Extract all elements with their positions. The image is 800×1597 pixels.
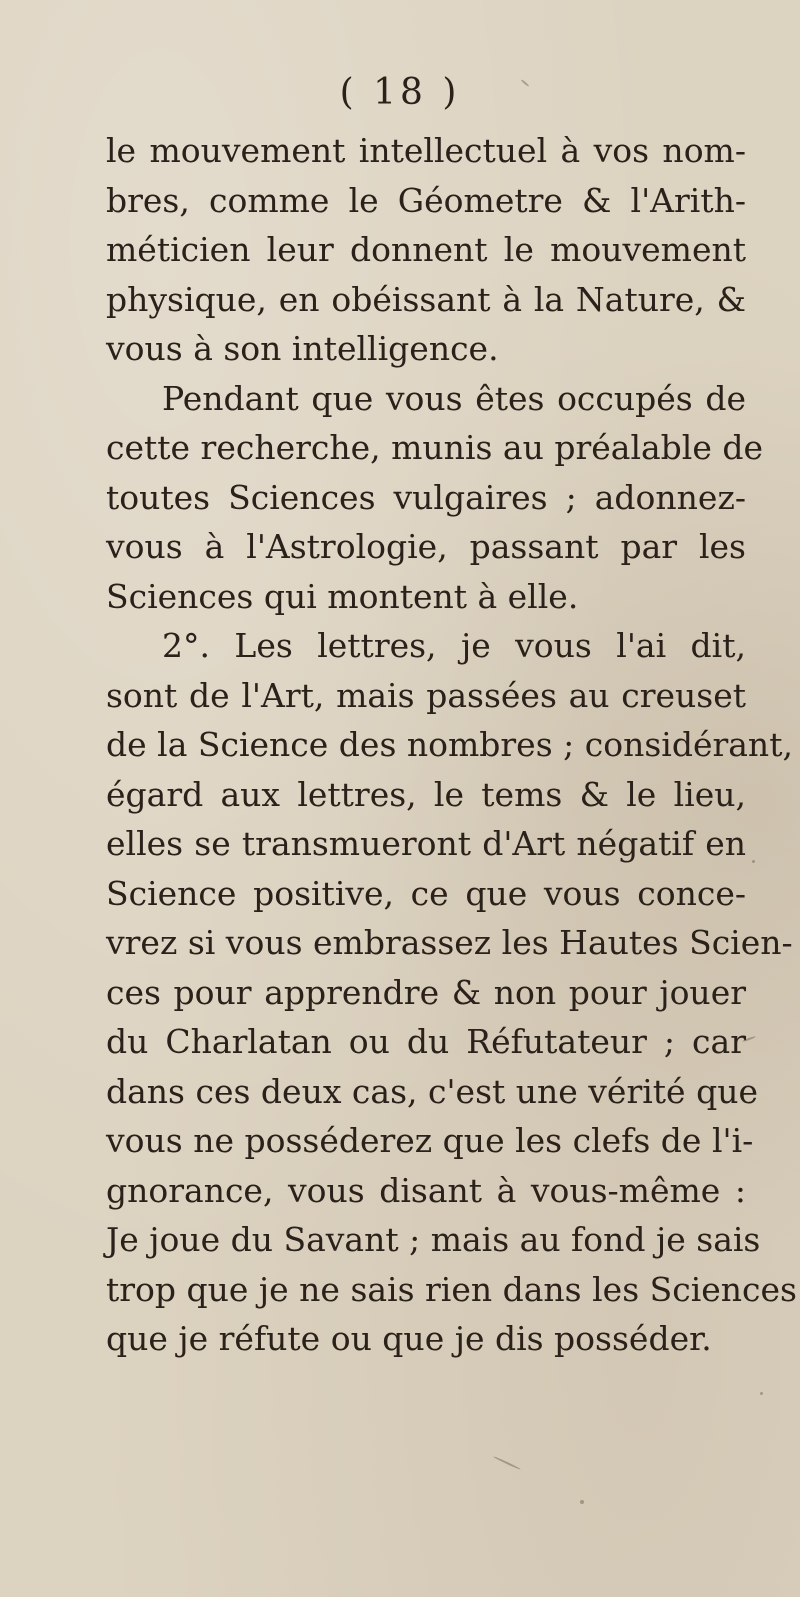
paper-speck	[752, 860, 755, 863]
text-line: Pendant que vous êtes occupés de	[162, 378, 746, 418]
text-line: du Charlatan ou du Réfutateur ; car	[106, 1022, 746, 1061]
paragraph-3	[106, 621, 797, 1364]
text-line: méticien leur donnent le mouvement	[106, 230, 746, 269]
text-line: Je joue du Savant ; mais au fond je sais	[106, 1220, 761, 1259]
text-line: cette recherche, munis au préalable de	[106, 428, 764, 467]
text-line: Sciences qui montent à elle.	[106, 576, 579, 616]
text-line: toutes Sciences vulgaires ; adonnez-	[106, 477, 746, 517]
text-line: elles se transmueront d'Art négatif en	[106, 824, 746, 863]
text-line: égard aux lettres, le tems & le lieu,	[106, 774, 746, 814]
paper-speck	[493, 1456, 521, 1470]
text-line: gnorance, vous disant à vous-même :	[106, 1170, 746, 1210]
paragraph-1	[106, 126, 746, 374]
text-line: le mouvement intellectuel à vos nom-	[106, 131, 746, 170]
page-number: ( 18 )	[339, 72, 461, 113]
text-line: physique, en obéissant à la Nature, &	[106, 279, 746, 319]
text-line: vous à son intelligence.	[106, 329, 499, 368]
text-line: Science positive, ce que vous conce-	[106, 873, 746, 913]
text-line: vous à l'Astrologie, passant par les	[106, 527, 746, 566]
paper-speck	[580, 1500, 584, 1504]
text-line: sont de l'Art, mais passées au creuset	[106, 675, 746, 715]
paragraph-2	[106, 374, 764, 622]
text-line: de la Science des nombres ; considérant,	[106, 725, 793, 764]
text-line: dans ces deux cas, c'est une vérité que	[106, 1071, 758, 1111]
body-text	[106, 126, 797, 1364]
text-line: 2°. Les lettres, je vous l'ai dit,	[162, 626, 746, 665]
text-line: trop que je ne sais rien dans les Sciences	[106, 1269, 797, 1309]
paper-speck	[760, 1392, 763, 1395]
text-line: vous ne posséderez que les clefs de l'i-	[106, 1121, 754, 1160]
text-line: que je réfute ou que je dis posséder.	[106, 1319, 712, 1358]
text-line: ces pour apprendre & non pour jouer	[106, 972, 746, 1012]
text-line: vrez si vous embrassez les Hautes Scien-	[106, 923, 793, 962]
text-line: bres, comme le Géometre & l'Arith-	[106, 180, 746, 220]
